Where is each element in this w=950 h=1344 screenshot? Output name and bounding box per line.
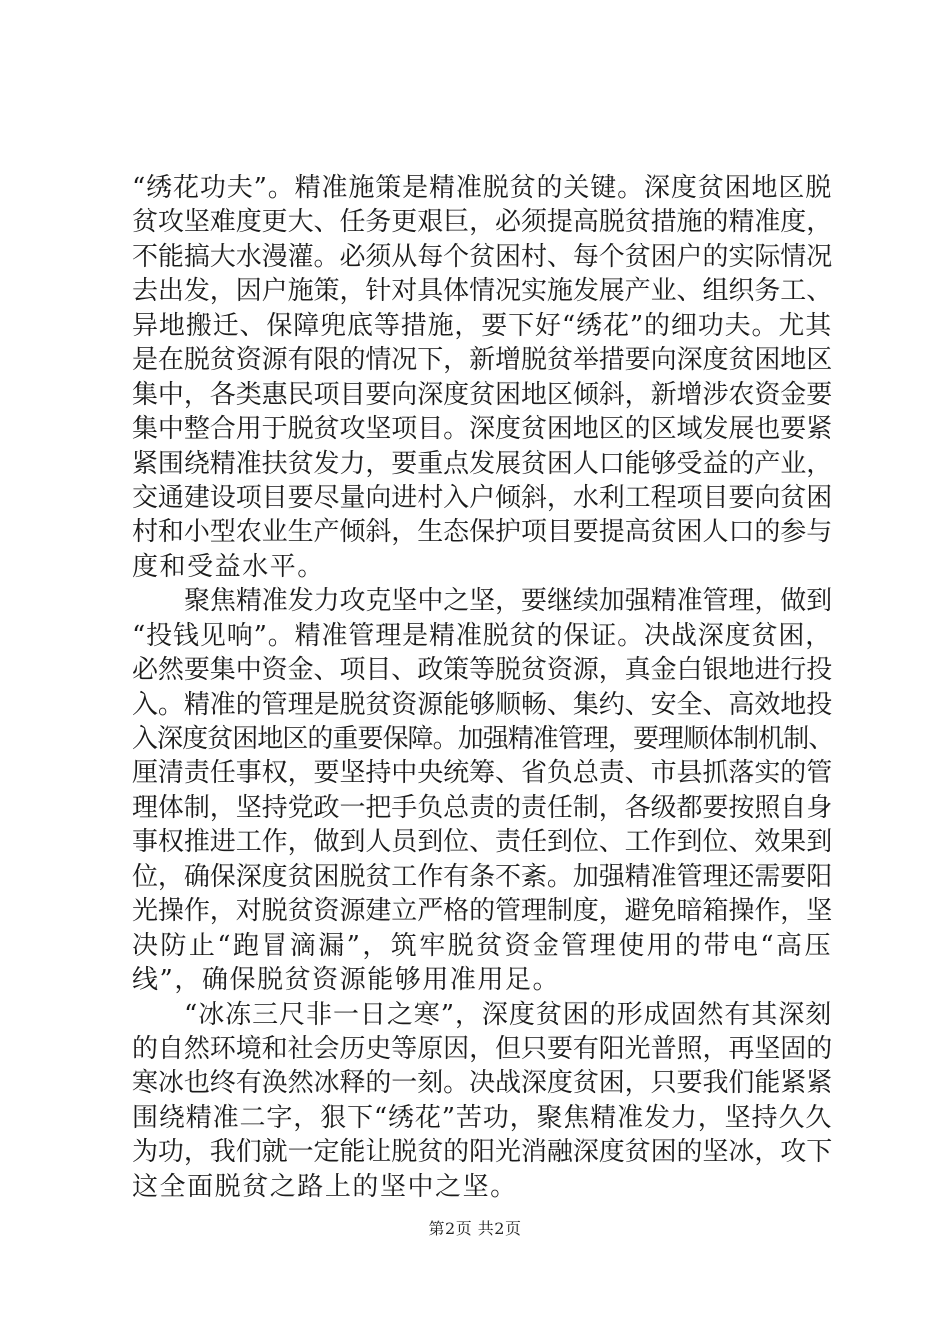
text-line: 的自然环境和社会历史等原因，但只要有阳光普照，再坚固的 bbox=[132, 1033, 832, 1064]
text-line: 事权推进工作，做到人员到位、责任到位、工作到位、效果到 bbox=[132, 827, 832, 858]
paragraph bbox=[132, 171, 832, 584]
text-line: 交通建设项目要尽量向进村入户倾斜，水利工程项目要向贫困 bbox=[132, 482, 832, 513]
text-line: 围绕精准二字，狠下“绣花”苦功，聚焦精准发力，坚持久久 bbox=[132, 1102, 832, 1133]
text-line: 集中，各类惠民项目要向深度贫困地区倾斜，新增涉农资金要 bbox=[132, 379, 832, 410]
document-body bbox=[132, 171, 832, 1204]
text-line: 入深度贫困地区的重要保障。加强精准管理，要理顺体制机制、 bbox=[132, 724, 834, 754]
text-line: 理体制，坚持党政一把手负总责的责任制，各级都要按照自身 bbox=[132, 792, 832, 823]
text-line: 是在脱贫资源有限的情况下，新增脱贫举措要向深度贫困地区 bbox=[132, 345, 832, 376]
text-line: 位，确保深度贫困脱贫工作有条不紊。加强精准管理还需要阳 bbox=[132, 861, 832, 892]
text-line: 为功，我们就一定能让脱贫的阳光消融深度贫困的坚冰，攻下 bbox=[132, 1137, 832, 1168]
text-line: “投钱见响”。精准管理是精准脱贫的保证。决战深度贫困， bbox=[132, 620, 832, 651]
text-line: 集中整合用于脱贫攻坚项目。深度贫困地区的区域发展也要紧 bbox=[132, 414, 832, 445]
text-line: 村和小型农业生产倾斜，生态保护项目要提高贫困人口的参与 bbox=[132, 517, 832, 548]
text-line: 异地搬迁、保障兜底等措施，要下好“绣花”的细功夫。尤其 bbox=[132, 310, 832, 341]
text-line: 度和受益水平。 bbox=[132, 551, 325, 582]
text-line: 聚焦精准发力攻克坚中之坚，要继续加强精准管理，做到 bbox=[184, 586, 832, 617]
text-line: 决防止“跑冒滴漏”，筑牢脱贫资金管理使用的带电“高压 bbox=[132, 930, 832, 961]
text-line: 去出发，因户施策，针对具体情况实施发展产业、组织务工、 bbox=[132, 276, 832, 307]
text-line: 线”，确保脱贫资源能够用准用足。 bbox=[132, 965, 561, 996]
text-line: “绣花功夫”。精准施策是精准脱贫的关键。深度贫困地区脱 bbox=[132, 173, 832, 203]
text-line: 厘清责任事权，要坚持中央统筹、省负总责、市县抓落实的管 bbox=[132, 758, 832, 789]
paragraph bbox=[132, 584, 832, 997]
paragraph bbox=[132, 998, 832, 1205]
text-line: 贫攻坚难度更大、任务更艰巨，必须提高脱贫措施的精准度， bbox=[132, 207, 832, 238]
text-line: 必然要集中资金、项目、政策等脱贫资源，真金白银地进行投 bbox=[132, 655, 832, 686]
text-line: 入。精准的管理是脱贫资源能够顺畅、集约、安全、高效地投 bbox=[132, 689, 832, 720]
text-line: 光操作，对脱贫资源建立严格的管理制度，避免暗箱操作，坚 bbox=[132, 896, 832, 927]
page-number: 第2页 共2页 bbox=[428, 1219, 522, 1238]
text-line: 不能搞大水漫灌。必须从每个贫困村、每个贫困户的实际情况 bbox=[132, 241, 832, 272]
text-line: 寒冰也终有涣然冰释的一刻。决战深度贫困，只要我们能紧紧 bbox=[132, 1068, 832, 1099]
text-line: “冰冻三尺非一日之寒”，深度贫困的形成固然有其深刻 bbox=[184, 999, 832, 1030]
page-footer bbox=[0, 1216, 950, 1239]
text-line: 紧围绕精准扶贫发力，要重点发展贫困人口能够受益的产业， bbox=[132, 448, 832, 479]
text-line: 这全面脱贫之路上的坚中之坚。 bbox=[132, 1171, 518, 1202]
